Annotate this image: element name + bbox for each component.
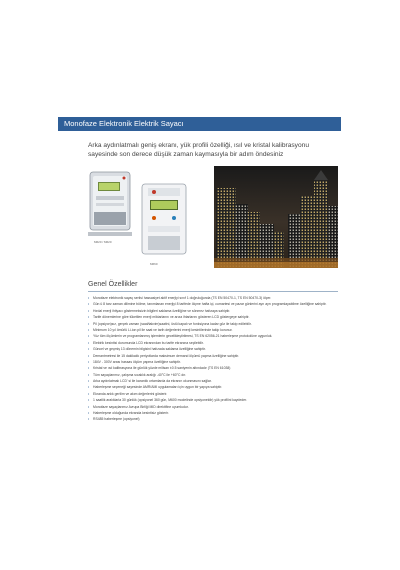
- feature-item: • Kristal ve ısıl kalibrasyona ile günlük yüzde milisan ±0.5 saniyenin altındadır (TS EN 61038): [88, 366, 340, 371]
- page-title: Monofaze Elektronik Elektrik Sayacı: [64, 119, 184, 128]
- meter-left-caption: M620 / M620: [94, 240, 112, 244]
- feature-item: • Gün ü 8 tarz zaman dilimine bölme, tanımlanan enerjiyi 8 tarifede ölçme hafta içi, cumartesi ve pazar günlerini ayrı ayrı programlayabilme özelliğine sahiptir.: [88, 302, 340, 307]
- city-night-photo: [214, 166, 338, 268]
- city-skyline-illustration: [214, 166, 338, 268]
- feature-item: • RS485 haberleşme (opsiyonel): [88, 417, 340, 422]
- feature-item: • Hırdal enerji ihtiyacı göstermeksizin bilgileri saklama özelliğine ve sönmez hafızaya sahiptir.: [88, 309, 340, 314]
- subtitle-line-2: sayesinde son derece düşük zaman kaymasıyla bir adım öndesiniz: [88, 151, 284, 158]
- feature-item: • Monofaze elektronik sayaç seriisi hassasiyet aktif enerjiyi sınıf 1 doğruluğunda (TS EN 50470-1, TS EN 50470-3) ölçer.: [88, 296, 340, 301]
- meter-right-caption: M660: [150, 262, 158, 266]
- feature-item: • Tarife dönemlerine göre tüketilen enerji miktarlarını ve arıza ihtarlarını gösteren LCD göstergeye sahiptir.: [88, 315, 340, 320]
- meter-left: [90, 172, 130, 230]
- feature-item: • Minimum 10 yıl ömürlü Li-ion pil ile saat ve tarih değerlerini enerji kesintilerinde takip korunur.: [88, 328, 340, 333]
- subtitle: [88, 141, 338, 159]
- features-list: [88, 296, 340, 424]
- meter-right: [142, 184, 186, 254]
- feature-item: • Demantmetresi ile 15 dakikalık periyotlarda maksimum demand ölçümü yapma özelliğine sahiptir.: [88, 354, 340, 359]
- meter-illustration: [84, 166, 206, 270]
- feature-item: • Haberleşme seçeneği sayesinde AMR/AMI uygulamaları için uygun bir yapıya sahiptir.: [88, 385, 340, 390]
- terminal-block: [88, 232, 132, 236]
- feature-item: • Elektrik kesintisi durumunda LCD ekranından bu tarife ekranına seçilebilir.: [88, 341, 340, 346]
- section-title-banner: [58, 117, 341, 131]
- feature-item: • Ekranda anlık gerilim ve akım değerlerini gösterir.: [88, 392, 340, 397]
- feature-item: • Arka aydınlatmalı LCD' si ile karanlık ortamlarda da ekranın okunmasını sağlar.: [88, 379, 340, 384]
- features-title: Genel Özellikler: [88, 281, 138, 288]
- subtitle-line-1: Arka aydınlatmalı geniş ekranı, yük profili özelliği, ısıl ve kristal kalibrasyonu: [88, 142, 309, 149]
- feature-item: • Pil (opsiyon)sız, gerçek zaman (saat/takvim)saatini, üstü kapalı ve fonksiyona kadar göz ile takip edilebilir.: [88, 322, 340, 327]
- feature-item: • 1 saatlik aralıklarla 30 günlük (opsiyonel 360 gün, M600 modelinde opsiyoneldir) yük profilini kaydeder.: [88, 398, 340, 403]
- meter-product-photo: [84, 166, 206, 270]
- feature-item: • Güncel ve geçmiş 13 dönemin bilgisini hafızada saklama özelliğine sahiptir.: [88, 347, 340, 352]
- feature-item: • 184V - 300V arası hassas ölçüm yapma özelliğine sahiptir.: [88, 360, 340, 365]
- section-divider: [88, 291, 338, 292]
- feature-item: • Haberleşme olduğunda ekranda kesintisiz gösterir.: [88, 411, 340, 416]
- feature-item: • Tüm sayaçlarımız, çalışma sıcaklık aralığı -40°C ile +60°C dır.: [88, 373, 340, 378]
- feature-item: • Monofaze sayaçlarımız Avrupa Birliği MID direktifine uyumludur.: [88, 405, 340, 410]
- feature-item: • Yüz tüm ölçümlerin ve programlanmış işlemlerin gecelikleştirilmesi, TS EN 62056-21 haberleşme protokolüne uygunluk.: [88, 334, 340, 339]
